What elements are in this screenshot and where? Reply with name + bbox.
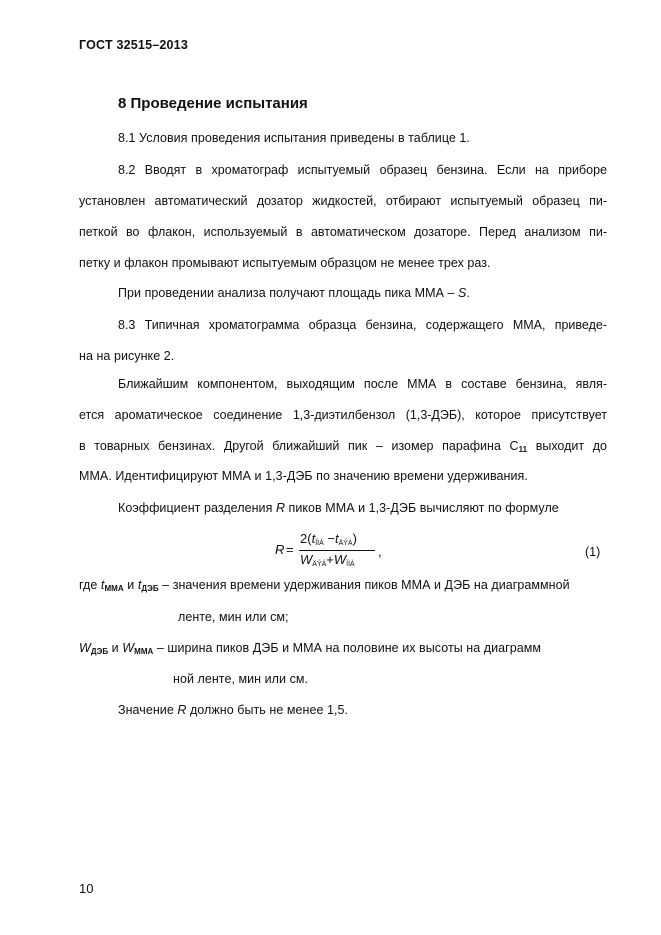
where-t1: t — [100, 578, 105, 592]
paragraph-coefficient — [118, 501, 559, 515]
paragraph-8-2-line-1: 8.2 Вводят в хроматограф испытуемый образец бензина. Если на приборе — [118, 163, 607, 177]
formula-equals: = — [286, 542, 294, 557]
paragraph-8-1: 8.1 Условия проведения испытания приведены в таблице 1. — [118, 131, 470, 145]
where-line-2-cont: ной ленте, мин или см. — [173, 672, 309, 686]
where-sub-mma: ММА — [104, 584, 124, 593]
paragraph-component-line-3 — [79, 439, 607, 454]
where-text-2: – ширина пиков ДЭБ и ММА на половине их высоты на диаграмм — [153, 641, 542, 655]
formula-1 — [275, 530, 385, 570]
coefficient-text: Коэффициент разделения — [118, 501, 276, 515]
symbol-s: S — [458, 286, 467, 300]
where-w1: W — [79, 641, 91, 655]
c11-subscript: 11 — [518, 445, 528, 454]
where-line-1 — [79, 578, 570, 593]
closing-paragraph — [118, 703, 348, 717]
denominator-plus: + — [326, 552, 334, 567]
paragraph-area-text: При проведении анализа получают площадь пика ММА – — [118, 286, 459, 300]
where-sub-deb: ДЭБ — [141, 584, 159, 593]
where-w2: W — [122, 641, 135, 655]
where-prefix: где — [79, 578, 101, 592]
where-and-1: и — [123, 578, 138, 592]
denominator-w1: W — [300, 552, 313, 567]
where-w-sub-mma: ММА — [134, 647, 154, 656]
paragraph-component-line-4: ММА. Идентифицируют ММА и 1,3-ДЭБ по значению времени удерживания. — [79, 469, 528, 483]
component-line-3-text: в товарных бензинах. Другой ближайший пик – изомер парафина С — [79, 439, 519, 453]
page-number: 10 — [79, 881, 94, 896]
formula-number: (1) — [585, 545, 601, 559]
denominator-sub-2: ÌÌÀ — [346, 561, 355, 568]
where-t2: t — [137, 578, 142, 592]
fraction-bar — [299, 550, 375, 551]
symbol-r: R — [275, 501, 286, 515]
standard-header: ГОСТ 32515–2013 — [79, 38, 188, 52]
closing-text: Значение — [118, 703, 178, 717]
formula-comma: , — [378, 544, 382, 559]
closing-symbol-r: R — [177, 703, 187, 717]
paragraph-8-2-line-4: петку и флакон промывают испытуемым образцом не менее трех раз. — [79, 256, 491, 270]
denominator-w2: W — [333, 552, 347, 567]
paragraph-area — [118, 286, 470, 300]
where-w-sub-deb: ДЭБ — [90, 647, 109, 656]
closing-text-end: должно быть не менее 1,5. — [186, 703, 349, 717]
paragraph-component-line-1: Ближайшим компонентом, выходящим после ММА в составе бензина, явля- — [118, 377, 607, 391]
numerator-close: ) — [352, 531, 357, 546]
paragraph-component-line-2: ется ароматическое соединение 1,3-диэтилбензол (1,3-ДЭБ), которое присутствует — [79, 408, 607, 422]
component-line-3-end: выходит до — [527, 439, 607, 453]
numerator-coef: 2( — [300, 531, 312, 546]
numerator-sub-2: ÄÝÁ — [338, 540, 353, 547]
coefficient-text-end: пиков ММА и 1,3-ДЭБ вычисляют по формуле — [285, 501, 559, 515]
numerator-minus: − — [323, 531, 335, 546]
formula-lhs: R — [275, 542, 285, 557]
section-title: 8 Проведение испытания — [118, 95, 308, 112]
paragraph-8-3-line-1: 8.3 Типичная хроматограмма образца бензина, содержащего ММА, приведе- — [118, 318, 607, 332]
paragraph-8-3-line-2: на на рисунке 2. — [79, 349, 175, 363]
paragraph-8-2-line-2: установлен автоматический дозатор жидкостей, отбирают испытуемый образец пи- — [79, 194, 607, 208]
where-line-2 — [79, 641, 541, 656]
paragraph-8-2-line-3: петкой во флакон, используемый в автоматическом дозаторе. Перед анализом пи- — [79, 225, 607, 239]
numerator-sub-1: ÌÌÀ — [315, 540, 324, 547]
formula-numerator — [300, 531, 357, 547]
numerator-t1: t — [311, 531, 316, 546]
where-text-1: – значения времени удерживания пиков ММА и ДЭБ на диаграммной — [158, 578, 570, 592]
paragraph-area-end: . — [466, 286, 470, 300]
numerator-t2: t — [334, 531, 339, 546]
where-line-1-cont: ленте, мин или см; — [178, 610, 289, 624]
denominator-sub-1: ÄÝÁ — [312, 561, 327, 568]
where-and-2: и — [108, 641, 123, 655]
formula-denominator — [300, 552, 355, 568]
